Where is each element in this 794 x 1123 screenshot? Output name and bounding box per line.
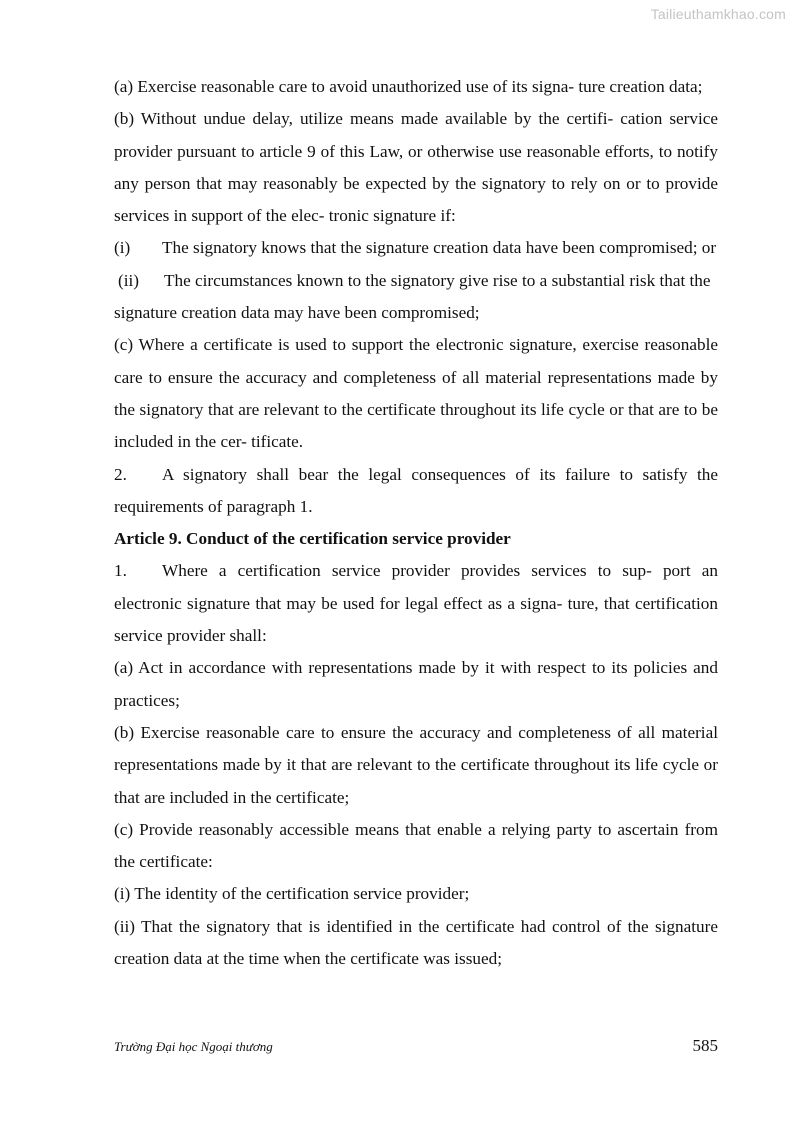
clause-c-certificate: (c) Where a certificate is used to support the electronic signature, exercise reasonable care to ensure the accuracy and completeness of all material representations made by the signatory that are relevant to the certificate throughout its life cycle or that are to be included in the cer- tificate. bbox=[114, 335, 718, 452]
paragraph-2-consequences bbox=[114, 459, 718, 524]
document-body bbox=[114, 71, 718, 975]
subclause-i-compromised bbox=[114, 232, 718, 264]
provider-clause-c: (c) Provide reasonably accessible means that enable a relying party to ascertain from the certificate: bbox=[114, 819, 718, 872]
clause-a-care: (a) Exercise reasonable care to avoid unauthorized use of its signa- ture creation data; bbox=[114, 77, 703, 96]
paragraph-text: A signatory shall bear the legal consequences of its failure to satisfy the requirements of paragraph 1. bbox=[114, 464, 718, 516]
provider-subclause-ii: (ii) That the signatory that is identified in the certificate had control of the signature creation data at the time when the certificate was issued; bbox=[114, 916, 718, 969]
provider-clause-a: (a) Act in accordance with representations made by it with respect to its policies and practices; bbox=[114, 658, 718, 710]
subclause-text: The circumstances known to the signatory give rise to a substantial risk that the signature creation data may have been compromised; bbox=[114, 270, 711, 323]
watermark: Tailieuthamkhao.com bbox=[650, 6, 786, 22]
page-number: 585 bbox=[692, 1036, 718, 1055]
paragraph-label: 1. bbox=[114, 561, 127, 581]
paragraph-text: Where a certification service provider provides services to sup- port an electronic signature that may be used for legal effect as a signa- ture, that certification service provider shall: bbox=[114, 561, 718, 646]
clause-b-notify: (b) Without undue delay, utilize means made available by the certifi- cation service provider pursuant to article 9 of this Law, or otherwise use reasonable efforts, to notify any person that may reasonably be expected by the signatory to rely on or to provide services in support of the elec- tronic signature if: bbox=[114, 109, 718, 226]
subclause-label: (ii) bbox=[118, 270, 139, 290]
provider-subclause-i: (i) The identity of the certification service provider; bbox=[114, 884, 470, 904]
subclause-label: (i) bbox=[114, 238, 131, 258]
footer-school-name: Trường Đại học Ngoại thương bbox=[114, 1039, 273, 1054]
subclause-ii-risk bbox=[114, 265, 718, 330]
article-9-heading: Article 9. Conduct of the certification service provider bbox=[114, 529, 511, 549]
article-9-paragraph-1 bbox=[114, 555, 718, 652]
provider-clause-b: (b) Exercise reasonable care to ensure the accuracy and completeness of all material representations made by it that are relevant to the certificate throughout its life cycle or that are included in the certificate; bbox=[114, 722, 718, 807]
paragraph-label: 2. bbox=[114, 464, 127, 484]
subclause-text: The signatory knows that the signature creation data have been compromised; or bbox=[162, 238, 717, 258]
